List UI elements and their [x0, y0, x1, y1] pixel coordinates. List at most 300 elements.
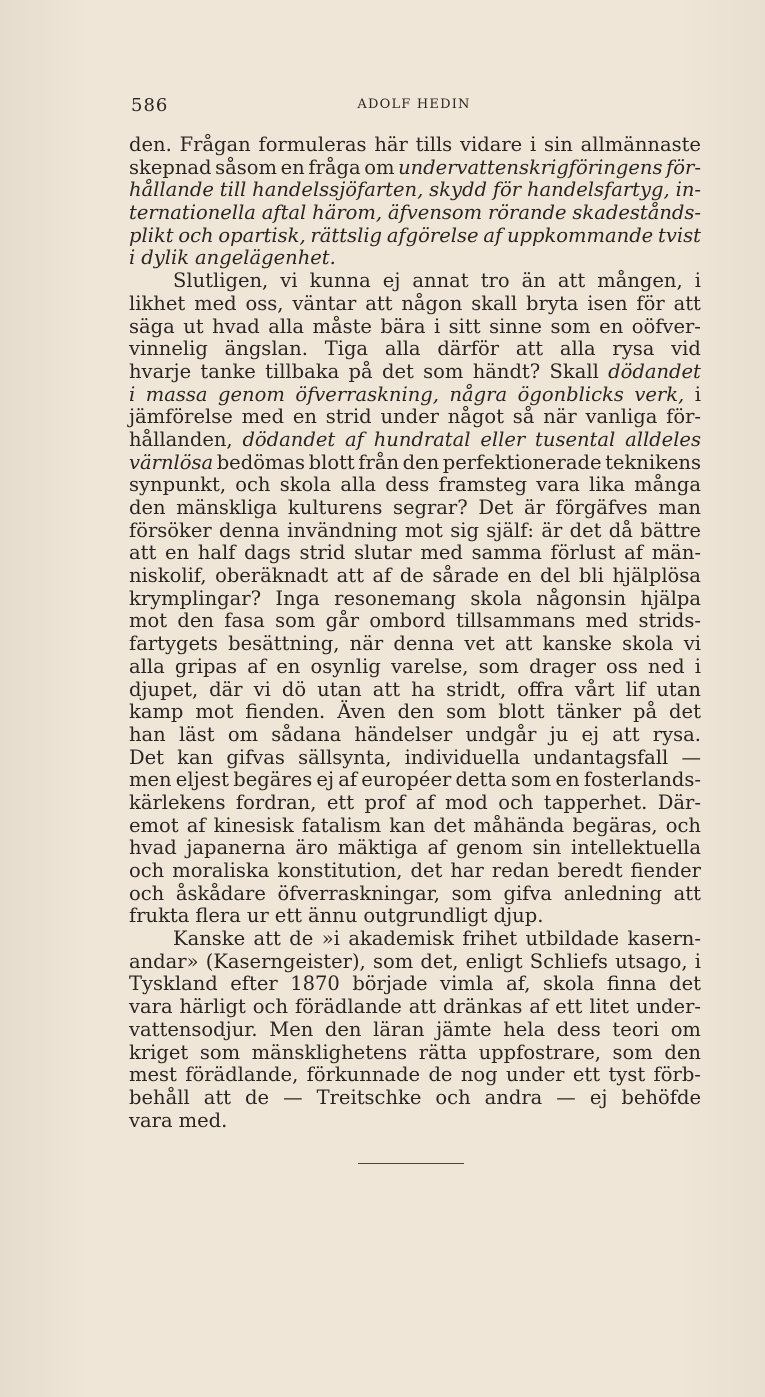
- text-line: [129, 316, 701, 339]
- text-line: [129, 724, 701, 747]
- word: på: [348, 359, 373, 383]
- italic-word: aftal: [261, 201, 307, 225]
- word: bära: [380, 314, 426, 338]
- word: Tyskland: [129, 972, 218, 996]
- word: tyst: [608, 1063, 646, 1087]
- word: där: [209, 677, 243, 701]
- word: de: [245, 1085, 270, 1109]
- word: sin: [544, 133, 573, 156]
- word: i: [694, 949, 701, 973]
- word: går: [325, 609, 360, 633]
- word: sådana: [271, 722, 342, 746]
- text-line: [129, 905, 701, 928]
- text-line: [129, 951, 701, 974]
- word: drager: [529, 654, 596, 678]
- word: man: [658, 496, 701, 519]
- word: mänsklighetens: [251, 1040, 408, 1064]
- word: att: [515, 337, 544, 361]
- word: en: [280, 155, 305, 179]
- word: kamp: [129, 700, 184, 724]
- text-line: [129, 361, 701, 384]
- italic-word: värnlösa: [129, 450, 214, 474]
- word: litet: [589, 995, 629, 1019]
- text-line: [129, 452, 701, 475]
- text-line: [129, 565, 701, 588]
- word: skola: [279, 473, 332, 497]
- word: fråga: [308, 155, 361, 179]
- italic-word: äfvensom: [387, 201, 483, 225]
- word: de: [428, 1063, 453, 1087]
- word: och: [665, 813, 701, 837]
- text-line: [129, 837, 701, 860]
- word: för: [636, 291, 665, 315]
- word: så: [512, 405, 535, 429]
- word: vara: [129, 995, 173, 1019]
- word: och: [129, 881, 165, 905]
- word: blott: [498, 700, 545, 724]
- word: af: [372, 564, 392, 588]
- word: enligt: [465, 949, 523, 973]
- word: ha: [411, 677, 436, 701]
- word: samma: [471, 541, 542, 565]
- word: om: [364, 155, 395, 179]
- word: den: [664, 1040, 701, 1064]
- word: under: [380, 405, 439, 429]
- word: vi: [683, 632, 701, 656]
- word: mången,: [597, 269, 683, 293]
- word: måhända: [473, 813, 565, 837]
- word: under: [506, 1063, 565, 1087]
- word: när: [349, 632, 384, 656]
- word: de: [289, 927, 314, 951]
- text-line: [129, 860, 701, 883]
- word: Men: [269, 1017, 314, 1041]
- word: det: [569, 518, 602, 542]
- word: åskådare: [175, 881, 266, 905]
- word: den: [402, 450, 440, 474]
- text-line: [129, 474, 701, 497]
- word: med: [420, 541, 463, 565]
- word: med.: [178, 1108, 228, 1132]
- word: de: [399, 564, 424, 588]
- word: djupet,: [129, 677, 199, 701]
- text-line: [129, 1087, 701, 1110]
- word: sig: [450, 518, 479, 542]
- word: »i: [321, 927, 340, 951]
- text-line: [129, 1042, 701, 1065]
- word: väntar: [292, 291, 357, 315]
- word: förädlande: [294, 995, 402, 1019]
- word: vanliga: [585, 405, 658, 429]
- word: kan: [389, 813, 426, 837]
- text-line: [129, 701, 701, 724]
- word: skepnad: [129, 155, 212, 179]
- word: därför: [437, 337, 500, 361]
- word: —: [681, 745, 701, 769]
- word: öfverraskningar,: [277, 881, 440, 905]
- word: en: [276, 654, 301, 678]
- word: att: [673, 291, 701, 315]
- word: ej: [316, 768, 335, 792]
- word: frukta: [129, 904, 190, 928]
- word: den.: [129, 133, 172, 156]
- word: fienden.: [245, 700, 326, 724]
- word: ur: [246, 904, 269, 928]
- word: tillbaka: [265, 359, 340, 383]
- word: af: [624, 541, 644, 565]
- word: segrar?: [392, 496, 468, 519]
- word: outgrundligt: [363, 904, 488, 928]
- italic-word: öfverraskning,: [295, 382, 439, 406]
- word: lif: [625, 677, 646, 701]
- word: med: [241, 405, 285, 429]
- section-end-rule: [358, 1163, 464, 1164]
- word: formuleras: [258, 133, 367, 156]
- word: förgäfves: [555, 496, 648, 519]
- word: efter: [230, 972, 278, 996]
- word: något: [447, 405, 504, 429]
- word: den: [397, 700, 435, 724]
- text-line: [129, 996, 701, 1019]
- word: vara: [536, 473, 580, 497]
- word: begäras,: [572, 813, 658, 837]
- word: om: [227, 722, 259, 746]
- word: intellektuella: [570, 836, 701, 860]
- word: beredt: [557, 859, 623, 882]
- italic-word: undervattenskrigföringens: [398, 155, 663, 179]
- word: af: [529, 995, 549, 1019]
- page-number: 586: [131, 95, 169, 116]
- word: tro: [480, 269, 510, 293]
- word: teknikens: [605, 450, 701, 474]
- word: stridt,: [446, 677, 507, 701]
- word: offra: [517, 677, 564, 701]
- word: niskolif,: [129, 564, 207, 588]
- word: synpunkt,: [129, 473, 227, 497]
- word: tänker: [556, 700, 622, 724]
- word: det: [669, 700, 701, 724]
- italic-word: af: [483, 223, 503, 247]
- word: många: [634, 473, 701, 497]
- word: utan: [317, 677, 362, 701]
- word: framsteg: [438, 473, 528, 497]
- text-line: [129, 928, 701, 951]
- word: den: [324, 1017, 362, 1041]
- running-head: ADOLF HEDIN: [357, 97, 471, 112]
- text-line: [129, 973, 701, 996]
- text-line: [129, 679, 701, 702]
- word: än: [521, 269, 546, 293]
- italic-word: rörande: [487, 201, 567, 225]
- word: vårt: [574, 677, 615, 701]
- italic-word: angelägenhet.: [195, 246, 336, 270]
- word: mäktiga: [337, 836, 418, 860]
- word: och: [129, 859, 165, 882]
- word: kinesisk: [213, 813, 294, 837]
- word: besättning,: [228, 632, 340, 656]
- word: utsago,: [615, 949, 688, 973]
- word: och: [498, 790, 534, 814]
- word: att: [365, 291, 393, 315]
- word: kunna: [309, 269, 371, 293]
- word: Även: [337, 700, 386, 724]
- word: mest: [129, 1063, 177, 1087]
- word: ett: [555, 995, 583, 1019]
- word: den: [177, 609, 214, 633]
- word: men: [129, 768, 172, 792]
- word: förkunnade: [306, 1063, 421, 1087]
- word: bryta: [526, 291, 579, 315]
- word: att: [336, 564, 364, 588]
- text-line: [129, 520, 701, 543]
- word: kanske: [542, 632, 612, 656]
- word: hållanden,: [129, 427, 233, 451]
- word: hvad: [129, 836, 177, 860]
- word: Det: [129, 745, 165, 769]
- word: att: [253, 927, 281, 951]
- word: af,: [506, 972, 531, 996]
- word: alla: [384, 337, 421, 361]
- italic-word: alldeles: [625, 427, 701, 451]
- italic-word: ternationella: [129, 201, 256, 225]
- word: utan: [656, 677, 701, 701]
- word: fordran,: [235, 790, 317, 814]
- word: vet: [464, 632, 495, 656]
- word: hjälpa: [640, 586, 701, 610]
- word: om: [670, 1017, 701, 1041]
- word: mänskliga: [176, 496, 278, 519]
- word: 1870: [290, 972, 340, 996]
- italic-word: ögonblicks: [517, 382, 624, 406]
- word: (Kaserngeister),: [205, 949, 366, 973]
- word: detta: [455, 768, 507, 792]
- word: finna: [606, 972, 657, 996]
- text-line: [129, 1019, 701, 1042]
- word: alla: [340, 473, 377, 497]
- word: andra: [484, 1085, 543, 1109]
- italic-word: rättslig: [310, 223, 383, 247]
- italic-word: opartisk,: [218, 223, 306, 247]
- italic-word: hållande: [129, 178, 214, 202]
- word: bedömas: [216, 450, 306, 474]
- word: äro: [295, 836, 329, 860]
- text-line: [129, 1110, 701, 1133]
- word: af: [415, 790, 435, 814]
- word: någon: [401, 291, 463, 315]
- word: att: [557, 269, 586, 293]
- word: jämförelse: [129, 405, 233, 429]
- italic-word: afgörelse: [386, 223, 479, 247]
- word: en: [599, 314, 624, 338]
- italic-word: skadestånds-: [572, 201, 701, 225]
- text-line: [129, 769, 701, 792]
- word: någonsin: [536, 586, 627, 610]
- word: —: [556, 1085, 576, 1109]
- word: mot: [404, 518, 443, 542]
- word: med: [585, 609, 629, 633]
- word: läst: [178, 722, 215, 746]
- word: perfektionerade: [442, 450, 602, 474]
- italic-word: skydd: [429, 178, 487, 202]
- word: strids-: [638, 609, 701, 633]
- italic-word: tvist: [658, 223, 701, 247]
- word: i: [530, 133, 537, 156]
- text-line: [129, 1064, 701, 1087]
- word: frihet: [462, 927, 518, 951]
- word: skola: [622, 632, 674, 656]
- text-line: [129, 610, 701, 633]
- word: vimla: [440, 972, 494, 996]
- word: vinnelig: [129, 337, 208, 361]
- word: som: [199, 1040, 241, 1064]
- italic-word: tusental: [535, 427, 616, 451]
- word: bättre: [640, 518, 701, 542]
- word: konstitution,: [277, 859, 403, 882]
- word: Det: [478, 496, 514, 519]
- word: kan: [177, 745, 214, 769]
- word: kulturens: [287, 496, 383, 519]
- word: rätta: [418, 1040, 468, 1064]
- text-line: [129, 247, 701, 270]
- word: sårade: [432, 564, 499, 588]
- text-line: [129, 633, 701, 656]
- word: denna: [219, 518, 280, 542]
- text-line: [129, 656, 701, 679]
- word: skola: [470, 586, 522, 610]
- word: likhet: [129, 291, 186, 315]
- word: vi: [280, 269, 298, 293]
- word: som: [511, 768, 552, 792]
- word: måste: [312, 314, 372, 338]
- word: gifva: [503, 881, 553, 905]
- italic-word: plikt: [129, 223, 174, 247]
- word: undantagsfall: [533, 745, 669, 769]
- word: som: [612, 1040, 653, 1064]
- word: oberäknadt: [215, 564, 329, 588]
- word: ängslan.: [224, 337, 308, 361]
- word: förb-: [653, 1063, 701, 1087]
- word: bli: [578, 564, 604, 588]
- word: själf:: [486, 518, 534, 542]
- word: läran: [373, 1017, 425, 1041]
- word: är: [541, 518, 563, 542]
- text-line: [129, 338, 701, 361]
- word: —: [283, 1085, 303, 1109]
- word: strid: [299, 541, 346, 565]
- italic-word: och: [178, 223, 214, 247]
- word: dränkas: [442, 995, 523, 1019]
- word: att: [203, 1085, 232, 1109]
- italic-word: dödandet: [608, 359, 701, 383]
- text-line: [129, 815, 701, 838]
- word: vi: [253, 677, 271, 701]
- word: händelser: [354, 722, 453, 746]
- word: allmännaste: [580, 133, 701, 156]
- word: det,: [420, 949, 459, 973]
- word: teori: [612, 1017, 660, 1041]
- italic-word: hundratal: [373, 427, 471, 451]
- word: jämte: [436, 1017, 492, 1041]
- word: mot: [195, 700, 234, 724]
- word: af: [247, 654, 267, 678]
- italic-word: af: [345, 427, 364, 451]
- word: sitt: [448, 314, 481, 338]
- word: ett: [572, 1063, 601, 1087]
- word: i: [433, 314, 441, 338]
- word: på: [633, 700, 658, 724]
- word: att: [408, 995, 437, 1019]
- body-text: [129, 134, 701, 1132]
- italic-word: till: [219, 178, 247, 202]
- word: varelse,: [390, 654, 469, 678]
- word: fatalism: [301, 813, 382, 837]
- word: en: [292, 405, 317, 429]
- word: det: [410, 859, 443, 882]
- word: half: [197, 541, 236, 565]
- word: oöfver-: [631, 314, 701, 338]
- text-line: [129, 883, 701, 906]
- word: män-: [651, 541, 701, 565]
- word: som: [275, 609, 316, 633]
- word: européer: [361, 768, 452, 792]
- text-line: [129, 406, 701, 429]
- word: Tiga: [324, 337, 369, 361]
- word: hela: [503, 1017, 546, 1041]
- word: som: [423, 359, 464, 383]
- text-line: [129, 747, 701, 770]
- word: oss,: [245, 291, 284, 315]
- word: i: [694, 654, 701, 678]
- word: säga: [129, 314, 175, 338]
- word: Frågan: [179, 133, 251, 156]
- word: Treitschke: [316, 1085, 422, 1109]
- word: gifvas: [226, 745, 285, 769]
- word: rysa: [612, 337, 655, 361]
- italic-word: uppkommande: [506, 223, 654, 247]
- text-line: [129, 293, 701, 316]
- word: djup.: [493, 904, 544, 928]
- word: då: [608, 518, 633, 542]
- word: som: [550, 314, 591, 338]
- word: som: [372, 949, 414, 973]
- word: ännu: [308, 904, 358, 928]
- word: dess: [556, 1017, 601, 1041]
- word: i: [694, 382, 701, 406]
- italic-word: eller: [480, 427, 526, 451]
- word: vidare: [459, 133, 523, 156]
- word: blott: [308, 450, 355, 474]
- word: började: [352, 972, 428, 996]
- word: att: [372, 677, 401, 701]
- word: tanke: [200, 359, 256, 383]
- word: för-: [666, 405, 701, 429]
- word: tillsammans: [455, 609, 576, 633]
- word: denna: [393, 632, 455, 656]
- italic-word: genom: [218, 382, 285, 406]
- word: tills: [415, 133, 453, 156]
- word: händt?: [472, 359, 541, 383]
- text-line: [129, 429, 701, 452]
- word: krymplingar?: [129, 586, 262, 610]
- word: fiender: [630, 859, 701, 882]
- word: skall: [471, 291, 518, 315]
- word: af: [427, 836, 447, 860]
- word: ej: [382, 269, 401, 293]
- word: ombord: [369, 609, 446, 633]
- word: som: [446, 700, 487, 724]
- word: mot: [129, 609, 168, 633]
- word: under-: [635, 995, 701, 1019]
